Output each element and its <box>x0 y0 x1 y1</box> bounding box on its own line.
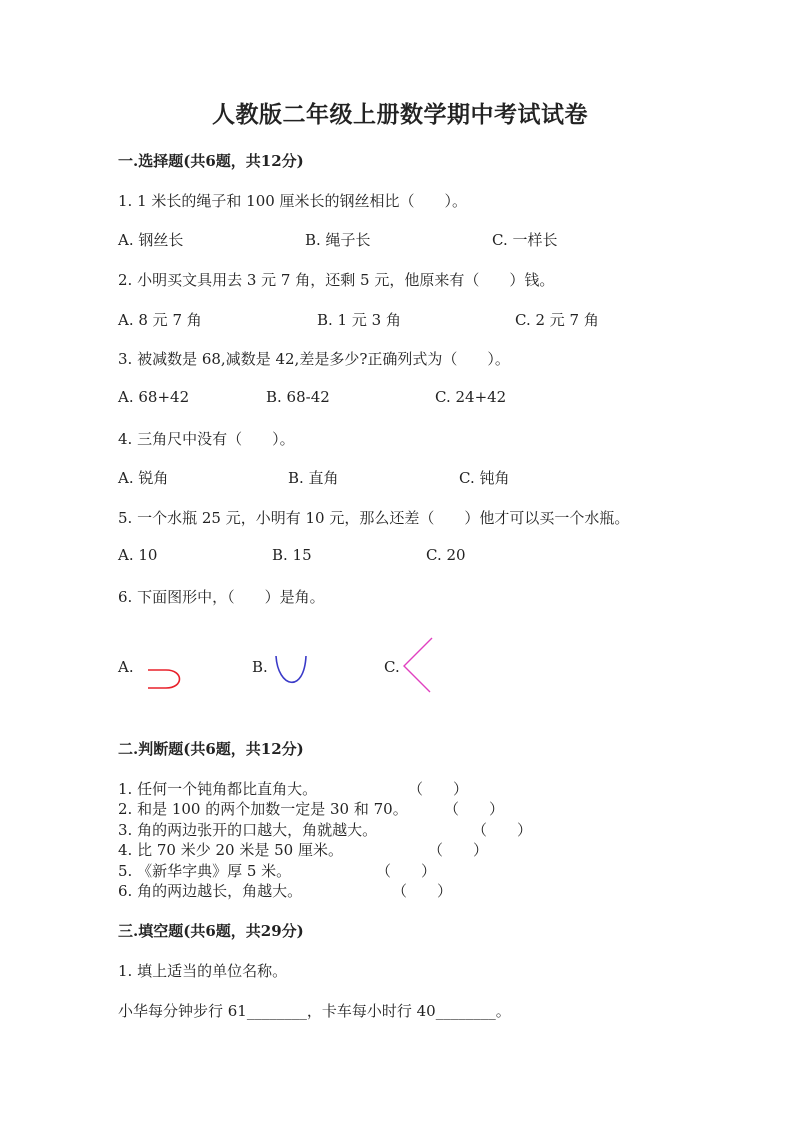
q2-option-a: A. 8 元 7 角 <box>118 311 202 329</box>
judge-item-2: 2. 和是 100 的两个加数一定是 30 和 70。 <box>118 800 408 818</box>
question-1: 1. 1 米长的绳子和 100 厘米长的钢丝相比（ ）。 <box>118 192 468 210</box>
question-5: 5. 一个水瓶 25 元，小明有 10 元，那么还差（ ）他才可以买一个水瓶。 <box>118 509 630 527</box>
q6-option-a: A. <box>118 658 134 676</box>
judge-answer-3[interactable]: （ ） <box>472 821 533 839</box>
q2-option-b: B. 1 元 3 角 <box>317 311 401 329</box>
q4-option-c: C. 钝角 <box>459 469 510 487</box>
section-heading-judge: 二.判断题(共6题，共12分) <box>118 740 304 758</box>
q1-option-c: C. 一样长 <box>492 231 558 249</box>
judge-answer-2[interactable]: （ ） <box>444 800 505 818</box>
judge-answer-6[interactable]: （ ） <box>392 882 453 900</box>
q4-option-a: A. 锐角 <box>118 469 169 487</box>
q6-option-c: C. <box>384 658 400 676</box>
judge-item-6: 6. 角的两边越长，角越大。 <box>118 882 303 900</box>
judge-answer-1[interactable]: （ ） <box>408 780 469 798</box>
judge-answer-5[interactable]: （ ） <box>376 862 437 880</box>
q5-option-b: B. 15 <box>272 546 312 564</box>
judge-item-1: 1. 任何一个钝角都比直角大。 <box>118 780 318 798</box>
q1-option-a: A. 钢丝长 <box>118 231 184 249</box>
q6-option-b: B. <box>252 658 268 676</box>
q4-option-b: B. 直角 <box>288 469 339 487</box>
section-heading-fill: 三.填空题(共6题，共29分) <box>118 922 304 940</box>
question-3: 3. 被减数是 68,减数是 42,差是多少?正确列式为（ ）。 <box>118 350 510 368</box>
q3-option-c: C. 24+42 <box>435 388 507 406</box>
fill-question-1: 1. 填上适当的单位名称。 <box>118 962 288 980</box>
judge-item-4: 4. 比 70 米少 20 米是 50 厘米。 <box>118 841 343 859</box>
q1-option-b: B. 绳子长 <box>305 231 371 249</box>
fill-question-1-line[interactable]: 小华每分钟步行 61________，卡车每小时行 40________。 <box>118 1002 511 1020</box>
q2-option-c: C. 2 元 7 角 <box>515 311 599 329</box>
judge-item-3: 3. 角的两边张开的口越大，角就越大。 <box>118 821 378 839</box>
q5-option-a: A. 10 <box>118 546 158 564</box>
exam-title: 人教版二年级上册数学期中考试试卷 <box>212 101 588 128</box>
figure-a-curve <box>140 664 190 694</box>
judge-item-5: 5. 《新华字典》厚 5 米。 <box>118 862 292 880</box>
q3-option-b: B. 68-42 <box>266 388 330 406</box>
question-2: 2. 小明买文具用去 3 元 7 角，还剩 5 元，他原来有（ ）钱。 <box>118 271 555 289</box>
judge-answer-4[interactable]: （ ） <box>428 841 489 859</box>
figure-b-curve <box>270 652 314 692</box>
question-4: 4. 三角尺中没有（ ）。 <box>118 430 295 448</box>
q3-option-a: A. 68+42 <box>118 388 190 406</box>
question-6: 6. 下面图形中，（ ）是角。 <box>118 588 325 606</box>
section-heading-choice: 一.选择题(共6题，共12分) <box>118 152 304 170</box>
q5-option-c: C. 20 <box>426 546 466 564</box>
figure-c-angle <box>396 634 436 696</box>
